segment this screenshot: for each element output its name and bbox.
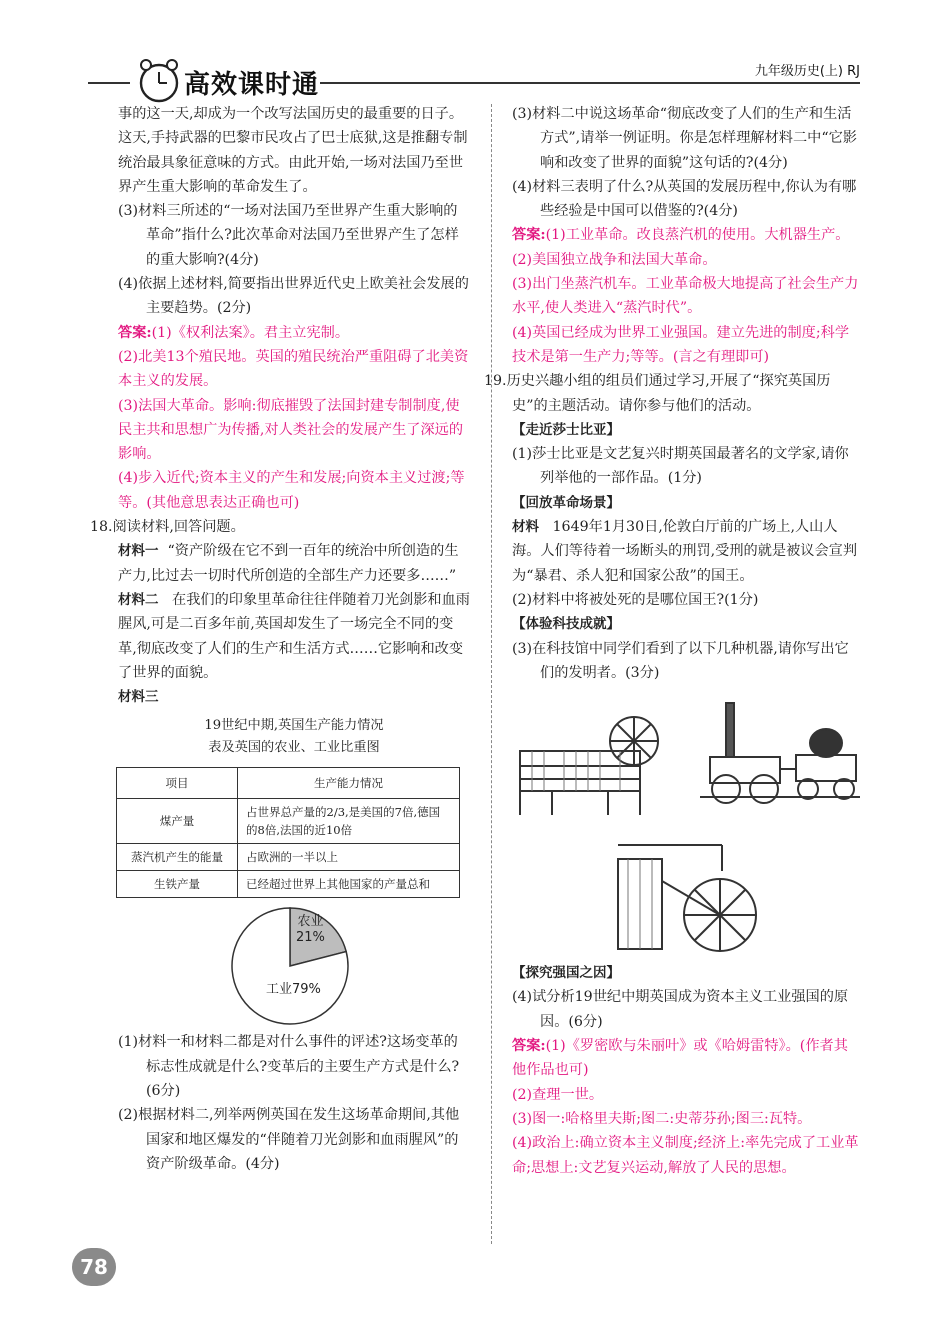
material-1-label: 材料一 (118, 543, 159, 560)
question-19-2: (2)材料中将被处死的是哪位国王?(1分) (512, 591, 759, 608)
answer-17-1 (118, 321, 470, 345)
table-header-cell: 项目 (117, 768, 238, 799)
question-18-title: 18.阅读材料,回答问题。 (90, 519, 245, 536)
material-1 (118, 539, 470, 588)
table-header-cell: 生产能力情况 (238, 768, 460, 799)
question-18-3: (3)材料二中说这场革命“彻底改变了人们的生产和生活方式”,请举一例证明。你是怎样理解材料二中“它影响和改变了世界的面貌”这句话的?(4分) (512, 106, 857, 171)
right-column (484, 102, 862, 1180)
intro-paragraph: 事的这一天,却成为一个改写法国历史的最重要的日子。这天,手持武器的巴黎市民攻占了巴士底狱,这是推翻专制统治最具象征意味的方式。由此开始,一场对法国乃至世界产生重大影响的革命发生了。 (118, 106, 468, 195)
table-header-row (117, 768, 460, 799)
table-cell: 占世界总产量的2/3,是美国的7倍,德国的8倍,法国的近10倍 (238, 799, 460, 844)
caption-line-2: 表及英国的农业、工业比重图 (208, 740, 380, 756)
material-2 (118, 588, 470, 685)
material-label: 材料 (512, 519, 539, 536)
header-rule-left (88, 82, 130, 84)
question-19-1: (1)莎士比亚是文艺复兴时期英国最著名的文学家,请你列举他的一部作品。(1分) (512, 446, 849, 487)
section-technology: 【体验科技成就】 (512, 616, 620, 633)
table-cell: 煤产量 (117, 799, 238, 844)
question-19-title: 19.历史兴趣小组的组员们通过学习,开展了“探究英国历史”的主题活动。请你参与他们的活动。 (484, 373, 831, 414)
section-shakespeare: 【走近莎士比亚】 (512, 421, 620, 438)
answer-18-4: (4)英国已经成为世界工业强国。建立先进的制度;科学技术是第一生产力;等等。(言之有理即可) (512, 324, 850, 365)
production-table (116, 767, 460, 898)
slice-value: 21% (296, 930, 325, 946)
answer-17-4: (4)步入近代;资本主义的产生和发展;向资本主义过渡;等等。(其他意思表达正确也可) (118, 470, 465, 511)
section-revolution: 【回放革命场景】 (512, 494, 620, 511)
question-17-3: (3)材料三所述的“一场对法国乃至世界产生重大影响的革命”指什么?此次革命对法国乃至世界产生了怎样的重大影响?(4分) (118, 203, 459, 268)
table-cell: 蒸汽机产生的能量 (117, 844, 238, 871)
answer-text: (1)《权利法案》。君主立宪制。 (151, 324, 350, 341)
machine-illustrations (512, 691, 862, 961)
answer-label: 答案: (512, 227, 546, 244)
left-column (90, 102, 470, 1176)
slice-label-agriculture (296, 914, 325, 946)
table-cell: 已经超过世界上其他国家的产量总和 (238, 871, 460, 898)
material-19 (512, 515, 862, 588)
answer-19-1 (512, 1034, 862, 1083)
column-divider (491, 104, 492, 1244)
caption-line-1: 19世纪中期,英国生产能力情况 (204, 718, 384, 734)
page-header (88, 58, 860, 108)
brand-logo-text: 高效课时通 (184, 70, 320, 100)
answer-text: (1)《罗密欧与朱丽叶》或《哈姆雷特》。(作者其他作品也可) (512, 1038, 848, 1079)
material-2-label: 材料二 (118, 591, 159, 608)
steam-locomotive-illustration (696, 697, 862, 821)
question-19-4: (4)试分析19世纪中期英国成为资本主义工业强国的原因。(6分) (512, 989, 849, 1030)
alarm-clock-icon (136, 58, 182, 104)
grade-label: 九年级历史(上) RJ (754, 64, 860, 79)
answer-text: (1)工业革命。改良蒸汽机的使用。大机器生产。 (545, 227, 850, 244)
question-18-1: (1)材料一和材料二都是对什么事件的评述?这场变革的标志性成就是什么?变革后的主要生产方式是什么?(6分) (118, 1034, 460, 1100)
answer-17-2: (2)北美13个殖民地。英国的殖民统治严重阻碍了北美资本主义的发展。 (118, 348, 469, 390)
table-row (117, 799, 460, 844)
table-row (117, 871, 460, 898)
answer-18-1 (512, 223, 862, 247)
answer-18-2: (2)美国独立战争和法国大革命。 (512, 251, 717, 268)
material-3-label: 材料三 (118, 689, 159, 706)
material-2-text: 在我们的印象里革命往往伴随着刀光剑影和血雨腥风,可是二百多年前,英国却发生了一场完全不同的变革,彻底改变了人们的生产和生活方式……它影响和改变了世界的面貌。 (118, 591, 470, 681)
pie-chart (118, 902, 462, 1030)
spinning-jenny-illustration (512, 711, 672, 821)
question-19-3: (3)在科技馆中同学们看到了以下几种机器,请你写出它们的发明者。(3分) (512, 640, 849, 681)
pie-chart-svg (118, 902, 462, 1030)
material-text: 1649年1月30日,伦敦白厅前的广场上,人山人海。人们等待着一场断头的刑罚,受刑的就是被议会宣判为“暴君、杀人犯和国家公敌”的国王。 (512, 519, 858, 584)
question-17-4: (4)依据上述材料,简要指出世界近代史上欧美社会发展的主要趋势。(2分) (118, 276, 469, 317)
slice-label-industry: 工业79% (266, 982, 321, 998)
page-number: 78 (72, 1248, 116, 1286)
section-power-reasons: 【探究强国之因】 (512, 965, 620, 982)
table-row (117, 844, 460, 871)
header-rule-right (320, 82, 860, 84)
answer-label: 答案: (512, 1038, 546, 1055)
material-1-text: “资产阶级在它不到一百年的统治中所创造的生产力,比过去一切时代所创造的全部生产力还要多……” (118, 543, 459, 584)
question-18-2: (2)根据材料二,列举两例英国在发生这场革命期间,其他国家和地区爆发的“伴随着刀光剑影和血雨腥风”的资产阶级革命。(4分) (118, 1107, 460, 1172)
question-18-4: (4)材料三表明了什么?从英国的发展历程中,你认为有哪些经验是中国可以借鉴的?(4分) (512, 178, 857, 220)
answer-18-3: (3)出门坐蒸汽机车。工业革命极大地提高了社会生产力水平,使人类进入“蒸汽时代”。 (512, 276, 859, 317)
answer-label: 答案: (118, 324, 152, 341)
table-cell: 占欧洲的一半以上 (238, 844, 460, 871)
slice-name: 农业 (297, 914, 324, 930)
answer-17-3: (3)法国大革命。影响:彻底摧毁了法国封建专制制度,使民主共和思想广为传播,对人类社会的发展产生了深远的影响。 (118, 397, 464, 463)
answer-19-2: (2)查理一世。 (512, 1086, 604, 1103)
table-cell: 生铁产量 (117, 871, 238, 898)
steam-engine-illustration (612, 831, 762, 957)
table-caption (118, 715, 470, 759)
answer-19-4: (4)政治上:确立资本主义制度;经济上:率先完成了工业革命;思想上:文艺复兴运动,解放了人民的思想。 (512, 1135, 859, 1176)
answer-19-3: (3)图一:哈格里夫斯;图二:史蒂芬孙;图三:瓦特。 (512, 1110, 812, 1127)
